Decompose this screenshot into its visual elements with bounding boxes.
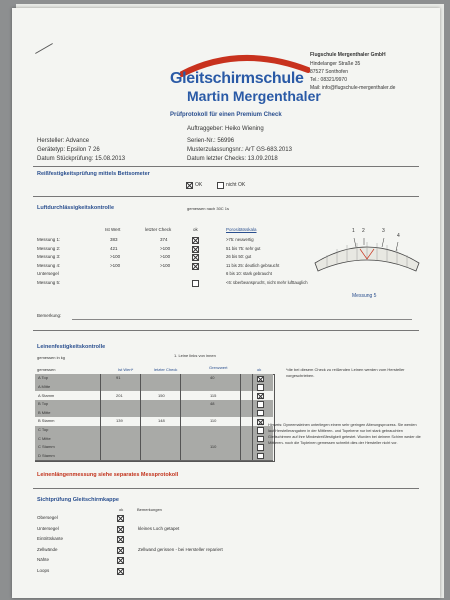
table-cell-divider <box>100 434 101 443</box>
table-cell-divider <box>100 451 101 460</box>
line-row-limit: 48 <box>210 401 215 407</box>
porosity-item: 51 bis 75: sehr gut <box>226 245 261 251</box>
table-cell-divider <box>252 408 253 417</box>
table-cell-divider <box>252 426 253 435</box>
table-cell-divider <box>140 417 141 426</box>
line-row-label: A Mitte <box>38 384 51 389</box>
table-cell-divider <box>100 383 101 392</box>
line-row-label: B Top <box>38 401 49 407</box>
visual-row-label: Zellwände <box>37 546 58 552</box>
remark-label: Bemerkung: <box>37 313 62 318</box>
table-cell-divider <box>240 374 241 383</box>
glider-number-4: 4 <box>397 233 400 239</box>
visual-row-label: Obersegel <box>37 515 58 520</box>
table-cell-divider <box>180 374 181 383</box>
visual-row-label: Nähte <box>37 557 50 562</box>
air-row-actual: >100 <box>110 262 121 268</box>
line-row-label: D Stamm <box>38 452 55 458</box>
table-cell-divider <box>240 383 241 392</box>
air-col-last: letzter Check <box>145 227 172 232</box>
visual-row-ok-checkbox[interactable] <box>117 536 124 543</box>
table-cell-divider <box>140 374 141 383</box>
divider <box>33 330 419 331</box>
last-check-date: Datum letzter Checks: 13.09.2018 <box>187 156 278 162</box>
table-cell-divider <box>240 400 241 409</box>
table-cell-divider <box>252 400 253 409</box>
table-cell-divider <box>100 417 101 426</box>
visual-row-ok-checkbox[interactable] <box>117 515 124 522</box>
air-row-last: >100 <box>160 262 171 268</box>
tear-ok-label: OK <box>195 182 203 188</box>
lines-note: *die bei diesem Check zu reißenden Leinen werden vom Hersteller vorgeschrieben. <box>286 367 405 378</box>
line-row-label: C Mitte <box>38 435 51 441</box>
line-row-actual: 201 <box>116 392 123 398</box>
company-mail: Mail: info@flugschule-mergenthaler.de <box>310 85 396 91</box>
line-row-limit: 115 <box>210 392 217 398</box>
glider-number-1: 1 <box>352 228 355 234</box>
line-row-label: B Mitte <box>38 409 51 415</box>
table-cell-divider <box>140 443 141 452</box>
line-row-limit: 110 <box>210 418 217 424</box>
glider-diagram-icon <box>312 233 422 285</box>
table-row <box>35 451 273 461</box>
table-cell-divider <box>100 408 101 417</box>
glider-number-2: 2 <box>362 228 365 234</box>
line-row-label: B Stamm <box>38 418 55 424</box>
lines-heading: Leinenfestigkeitskontrolle <box>37 344 106 350</box>
air-row-ok-checkbox[interactable] <box>192 254 199 261</box>
line-row-label: C Top <box>38 427 49 432</box>
table-cell-divider <box>240 417 241 426</box>
visual-row-remark: kleines Loch getapet <box>138 525 180 531</box>
table-cell-divider <box>240 451 241 460</box>
visual-row-label: Untersegel <box>37 525 59 531</box>
table-cell-divider <box>252 434 253 443</box>
air-row-label: Untersegel <box>37 271 59 277</box>
line-row-ok-checkbox[interactable] <box>257 401 264 408</box>
serial-number: Serien-Nr.: 56996 <box>187 138 235 144</box>
air-measured-note: gemessen nach 30C 1s <box>187 206 230 211</box>
company-name: Flugschule Mergenthaler GmbH <box>310 52 386 58</box>
table-cell-divider <box>240 391 241 400</box>
porosity-item: 11 bis 25: deutlich gebraucht <box>226 262 280 268</box>
line-row-ok-checkbox[interactable] <box>257 384 264 391</box>
air-col-actual: Ist Wert <box>105 227 121 232</box>
line-row-limit: 110 <box>210 444 217 450</box>
company-tel: Tel.: 08321/9970 <box>310 77 347 83</box>
table-cell-divider <box>180 400 181 409</box>
lines-col-limit: Grenzwert <box>209 365 228 370</box>
line-row-ok-checkbox[interactable] <box>257 376 264 383</box>
table-cell-divider <box>140 400 141 409</box>
logo-line1: Gleitschirmschule <box>170 70 304 87</box>
porosity-item: >75: neuwertig <box>226 237 254 242</box>
line-row-ok-checkbox[interactable] <box>257 453 264 460</box>
air-row-label: Messung 2: <box>37 245 61 251</box>
table-cell-divider <box>100 391 101 400</box>
piece-check-date: Datum Stückprüfung: 15.08.2013 <box>37 156 126 162</box>
visual-col-remarks: Bemerkungen <box>137 507 162 512</box>
visual-col-ok: ok <box>119 507 124 512</box>
manufacturer: Hersteller: Advance <box>37 138 90 144</box>
tear-not-ok-checkbox[interactable] <box>217 182 224 189</box>
line-row-ok-checkbox[interactable] <box>257 393 264 400</box>
line-row-ok-checkbox[interactable] <box>257 410 264 417</box>
table-cell-divider <box>240 434 241 443</box>
air-row-ok-checkbox[interactable] <box>192 263 199 270</box>
table-cell-divider <box>140 451 141 460</box>
table-cell-divider <box>140 383 141 392</box>
tear-heading: Reißfestigkeitsprüfung mittels Bettsometer <box>37 171 150 177</box>
porosity-item: 26 bis 50: gut <box>226 254 252 260</box>
lines-sub: 1. Leine links von innen <box>174 353 216 358</box>
visual-row-ok-checkbox[interactable] <box>117 526 124 533</box>
remark-line <box>72 319 412 320</box>
table-cell-divider <box>140 426 141 435</box>
tear-ok-checkbox[interactable] <box>186 182 193 189</box>
lines-col-name: gemessen <box>37 367 56 372</box>
air-row-label: Messung 4: <box>37 262 61 268</box>
divider <box>33 196 419 197</box>
length-heading: Leinenlängenmessung siehe separates Messprotokoll <box>37 472 179 478</box>
table-cell-divider <box>180 434 181 443</box>
divider <box>33 488 419 489</box>
table-cell-divider <box>252 451 253 460</box>
air-heading: Luftdurchlässigkeitskontrolle <box>37 205 115 211</box>
table-cell-divider <box>180 383 181 392</box>
divider <box>33 166 419 167</box>
visual-row-ok-checkbox[interactable] <box>117 557 124 564</box>
table-cell-divider <box>100 443 101 452</box>
air-row-actual: >100 <box>110 254 121 260</box>
line-row-ok-checkbox[interactable] <box>257 419 264 426</box>
table-cell-divider <box>252 417 253 426</box>
visual-row-label: Eintrittskante <box>37 536 64 541</box>
air-row-actual: 421 <box>110 245 118 251</box>
visual-row-label: Loops <box>37 567 50 573</box>
table-cell-divider <box>180 391 181 400</box>
line-row-last: 150 <box>158 392 165 398</box>
table-cell-divider <box>180 443 181 452</box>
company-street: Hindelanger Straße 35 <box>310 61 361 67</box>
air-row-last: 374 <box>160 237 168 242</box>
table-cell-divider <box>252 383 253 392</box>
table-cell-divider <box>140 434 141 443</box>
air-row-last: >100 <box>160 245 171 251</box>
device-type: Gerätetyp: Epsilon 7 26 <box>37 147 100 153</box>
tear-not-ok-label: nicht OK <box>226 182 246 188</box>
air-row-label: Messung 1: <box>37 237 61 242</box>
table-cell-divider <box>180 408 181 417</box>
page-title: Prüfprotokoll für einen Premium Check <box>170 112 282 118</box>
company-city: 87527 Sonthofen <box>310 69 349 75</box>
table-cell-divider <box>180 417 181 426</box>
table-cell-divider <box>252 391 253 400</box>
porosity-item: <6: überbeansprucht, nicht mehr lufttauglich <box>226 280 308 285</box>
air-row-ok-checkbox[interactable] <box>192 280 199 287</box>
protocol-sheet <box>12 8 440 598</box>
line-row-label: A Top <box>38 375 48 381</box>
lines-col-actual: Ist Wert* <box>118 367 134 372</box>
visual-row-remark: Zellwand gerissen - bei Hersteller repariert <box>138 546 223 552</box>
line-row-limit: 40 <box>210 375 215 381</box>
logo-line2: Martin Mergenthaler <box>187 88 321 104</box>
table-cell-divider <box>140 408 141 417</box>
lines-col-last: letzter Check <box>154 367 178 372</box>
porosity-title: Porositätsskala <box>226 227 257 232</box>
air-col-ok: ok <box>193 227 198 232</box>
lines-hint: Hinweis: Dyneemaleinen unterliegen einem sehr geringen Alterungsprozess. Sie werden laut Herstellerangaben in der Mittleren- und Topebene nur bei stark gebrauchten Gleitschirmen auf ihre Mindestreißfestigkeit getestet. Wurden bei deinem Schirm weder die Mittleren- noch die Topleinen gemessen schreibt dies der Hersteller nicht vor. <box>268 423 421 445</box>
visual-row-ok-checkbox[interactable] <box>117 568 124 575</box>
line-row-ok-checkbox[interactable] <box>257 444 264 451</box>
lines-unit: gemessen in kg <box>37 355 66 360</box>
line-row-ok-checkbox[interactable] <box>257 427 264 434</box>
table-cell-divider <box>140 391 141 400</box>
table-cell-divider <box>240 443 241 452</box>
line-row-label: C Stamm <box>38 444 55 450</box>
pen-mark <box>35 43 53 54</box>
visual-heading: Sichtprüfung Gleitschirmkappe <box>37 497 119 503</box>
visual-row-ok-checkbox[interactable] <box>117 547 124 554</box>
line-row-ok-checkbox[interactable] <box>257 436 264 443</box>
table-cell-divider <box>180 451 181 460</box>
air-row-last: >100 <box>160 254 171 260</box>
line-row-actual: 91 <box>116 375 121 381</box>
table-cell-divider <box>252 443 253 452</box>
glider-number-3: 3 <box>382 228 385 234</box>
glider-caption: Messung 5 <box>352 293 377 299</box>
air-row-ok-checkbox[interactable] <box>192 246 199 253</box>
line-row-last: 148 <box>158 418 165 424</box>
approval-number: Musterzulassungsnr.: ArT GS-683.2013 <box>187 147 292 153</box>
table-cell-divider <box>240 426 241 435</box>
air-row-ok-checkbox[interactable] <box>192 237 199 244</box>
air-row-actual: 383 <box>110 237 118 242</box>
client: Auftraggeber: Heiko Wiening <box>187 126 264 132</box>
line-row-actual: 139 <box>116 418 123 424</box>
air-row-label: Messung 5: <box>37 280 61 285</box>
table-cell-divider <box>100 374 101 383</box>
lines-col-ok: ok <box>257 367 262 372</box>
air-row-label: Messung 3: <box>37 254 61 260</box>
table-cell-divider <box>252 374 253 383</box>
table-cell-divider <box>100 426 101 435</box>
table-cell-divider <box>240 408 241 417</box>
table-cell-divider <box>180 426 181 435</box>
table-cell-divider <box>100 400 101 409</box>
line-row-label: A Stamm <box>38 392 55 398</box>
porosity-item: 6 bis 10: stark gebraucht <box>226 271 272 277</box>
